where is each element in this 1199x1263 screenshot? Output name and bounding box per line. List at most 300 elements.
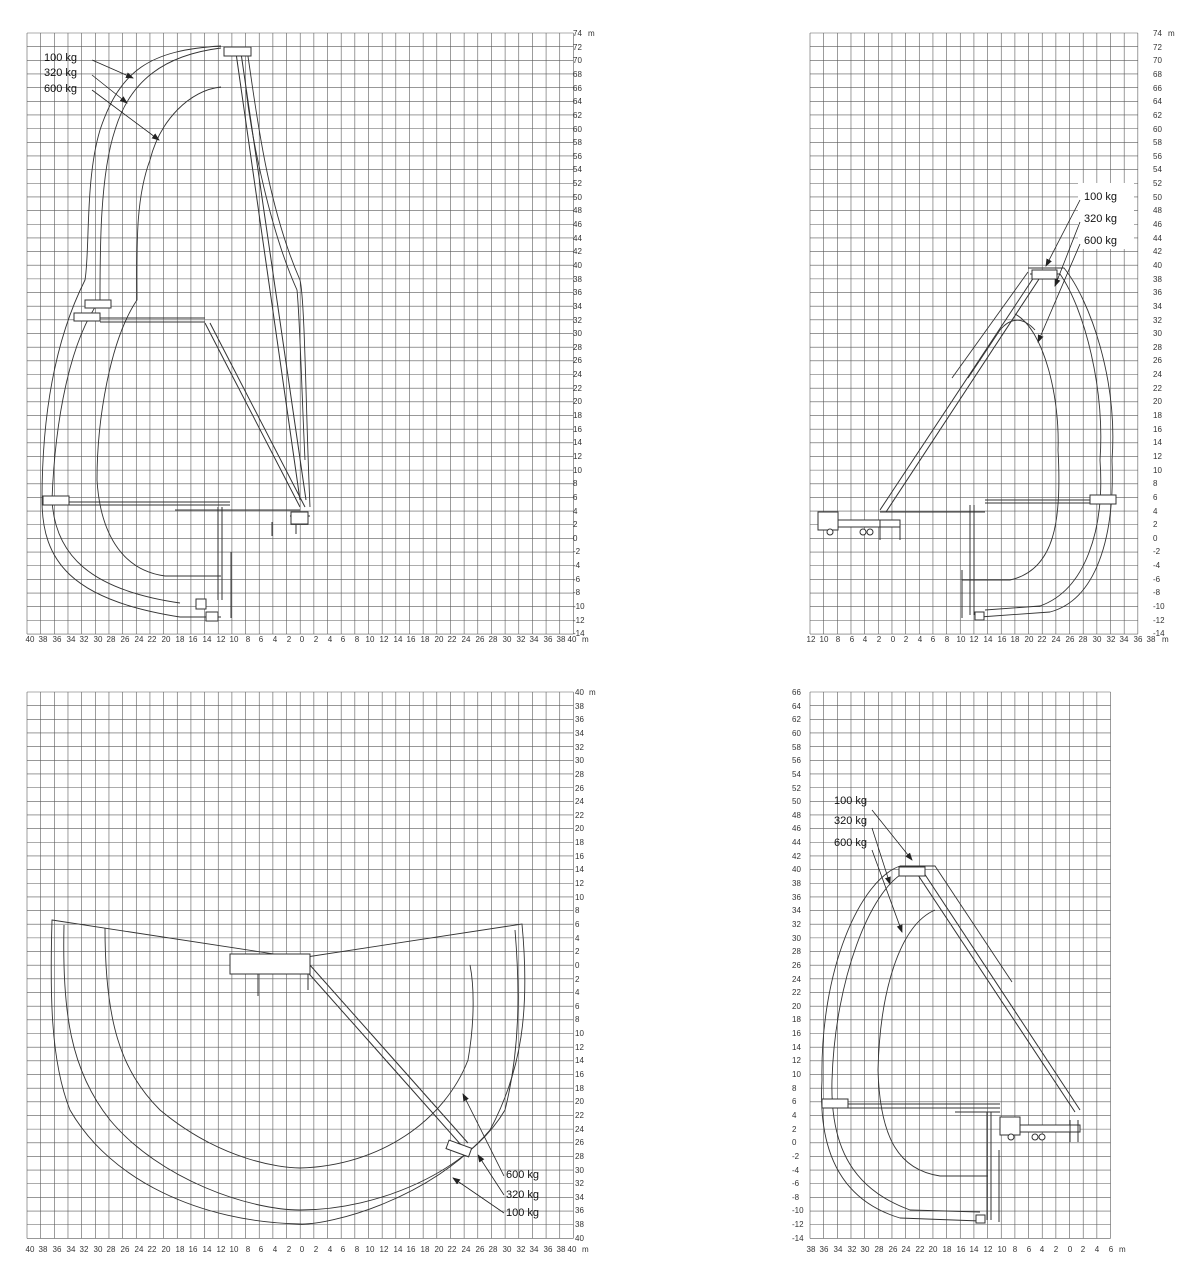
y-tick-label: -10 bbox=[792, 1206, 804, 1215]
x-tick-label: 34 bbox=[833, 1245, 843, 1254]
x-tick-label: 20 bbox=[1024, 635, 1034, 644]
y-tick-label: -6 bbox=[792, 1179, 800, 1188]
x-tick-label: 18 bbox=[942, 1245, 952, 1254]
x-tick-label: 4 bbox=[917, 635, 923, 644]
load-pointer bbox=[92, 60, 133, 78]
x-tick-label: 40 bbox=[567, 1245, 577, 1254]
x-tick-label: 12 bbox=[983, 1245, 993, 1254]
x-tick-label: 26 bbox=[475, 1245, 485, 1254]
y-axis-labels bbox=[1153, 29, 1175, 638]
y-tick-label: 36 bbox=[575, 715, 584, 724]
y-tick-label: 44 bbox=[792, 838, 801, 847]
load-label: 600 kg bbox=[1084, 235, 1118, 247]
x-tick-label: 2 bbox=[313, 1245, 319, 1254]
x-axis-labels bbox=[26, 635, 589, 644]
x-tick-label: 14 bbox=[983, 635, 993, 644]
x-tick-label: 24 bbox=[461, 1245, 471, 1254]
y-tick-label: -14 bbox=[1153, 629, 1165, 638]
x-tick-label: 0 bbox=[299, 1245, 305, 1254]
y-tick-label: 40 bbox=[792, 865, 801, 874]
y-tick-label: 24 bbox=[573, 370, 582, 379]
x-tick-label: 14 bbox=[969, 1245, 979, 1254]
y-tick-label: 0 bbox=[575, 961, 580, 970]
y-tick-label: -10 bbox=[1153, 602, 1165, 611]
load-label: 600 kg bbox=[834, 837, 868, 849]
x-tick-label: 8 bbox=[944, 635, 950, 644]
turret bbox=[291, 512, 308, 524]
x-tick-label: 16 bbox=[406, 1245, 416, 1254]
load-label: 320 kg bbox=[506, 1189, 540, 1201]
x-tick-label: 10 bbox=[229, 635, 239, 644]
x-tick-label: 6 bbox=[258, 635, 264, 644]
y-tick-label: 66 bbox=[1153, 84, 1162, 93]
x-tick-label: 6 bbox=[1026, 1245, 1032, 1254]
y-tick-label: 26 bbox=[1153, 356, 1162, 365]
y-tick-label: 12 bbox=[792, 1056, 801, 1065]
x-tick-label: 38 bbox=[806, 1245, 816, 1254]
y-tick-label: 70 bbox=[573, 56, 582, 65]
y-tick-label: 28 bbox=[575, 770, 584, 779]
x-tick-label: 12 bbox=[216, 1245, 226, 1254]
y-tick-label: -2 bbox=[1153, 547, 1161, 556]
y-tick-label: 4 bbox=[792, 1111, 797, 1120]
y-tick-label: 10 bbox=[575, 893, 584, 902]
y-tick-label: 54 bbox=[1153, 165, 1162, 174]
y-tick-label: 10 bbox=[573, 466, 582, 475]
load-pointer bbox=[478, 1155, 504, 1195]
y-tick-label: 44 bbox=[573, 234, 582, 243]
working-envelopes bbox=[42, 46, 310, 617]
working-envelopes bbox=[822, 866, 1012, 1221]
boom-machine bbox=[818, 270, 1116, 620]
x-tick-label: 32 bbox=[1106, 635, 1116, 644]
y-tick-label: -4 bbox=[1153, 561, 1161, 570]
y-tick-label: 50 bbox=[573, 193, 582, 202]
panel-side-view-left bbox=[26, 29, 595, 644]
y-tick-label: 24 bbox=[792, 975, 801, 984]
x-tick-label: 36 bbox=[819, 1245, 829, 1254]
y-tick-label: 26 bbox=[575, 1138, 584, 1147]
x-tick-label: 22 bbox=[147, 1245, 157, 1254]
y-tick-label: 42 bbox=[573, 247, 582, 256]
boom-drop-section bbox=[218, 507, 231, 618]
y-tick-label: 32 bbox=[1153, 316, 1162, 325]
y-tick-label: 18 bbox=[1153, 411, 1162, 420]
y-tick-label: 40 bbox=[575, 1234, 584, 1243]
x-tick-label: 6 bbox=[340, 635, 346, 644]
y-tick-label: 38 bbox=[1153, 275, 1162, 284]
y-tick-label: 62 bbox=[1153, 111, 1162, 120]
x-tick-label: 12 bbox=[216, 635, 226, 644]
x-tick-label: 26 bbox=[1065, 635, 1075, 644]
y-tick-label: 20 bbox=[575, 1097, 584, 1106]
x-tick-label: 18 bbox=[175, 635, 185, 644]
x-tick-label: 24 bbox=[1051, 635, 1061, 644]
y-tick-label: 56 bbox=[792, 756, 801, 765]
load-label: 600 kg bbox=[44, 83, 78, 95]
x-tick-label: 32 bbox=[516, 635, 526, 644]
y-tick-label: 16 bbox=[573, 425, 582, 434]
y-tick-label: 4 bbox=[573, 507, 578, 516]
x-unit-label: m bbox=[582, 1245, 589, 1254]
boom-diagonal-section bbox=[916, 870, 1080, 1112]
y-tick-label: 16 bbox=[792, 1029, 801, 1038]
y-tick-label: -10 bbox=[573, 602, 585, 611]
envelope-600kg bbox=[97, 87, 221, 576]
x-tick-label: 4 bbox=[1094, 1245, 1100, 1254]
y-tick-label: 20 bbox=[573, 397, 582, 406]
x-tick-label: 26 bbox=[475, 635, 485, 644]
x-tick-label: 20 bbox=[434, 635, 444, 644]
x-tick-label: 30 bbox=[502, 635, 512, 644]
y-tick-label: -14 bbox=[792, 1234, 804, 1243]
y-tick-label: 8 bbox=[575, 1015, 580, 1024]
x-unit-label: m bbox=[1119, 1245, 1126, 1254]
outer-reach-curve bbox=[952, 272, 1035, 378]
y-tick-label: 12 bbox=[575, 1043, 584, 1052]
y-tick-label: 14 bbox=[575, 1056, 584, 1065]
y-tick-label: 16 bbox=[575, 1070, 584, 1079]
y-tick-label: 50 bbox=[792, 797, 801, 806]
y-tick-label: 30 bbox=[792, 934, 801, 943]
y-tick-label: 14 bbox=[575, 865, 584, 874]
x-tick-label: 34 bbox=[529, 1245, 539, 1254]
x-tick-label: 14 bbox=[202, 1245, 212, 1254]
x-tick-label: 6 bbox=[340, 1245, 346, 1254]
boom-horizontal-section bbox=[848, 1104, 1000, 1112]
boom-slewed-section bbox=[295, 955, 468, 1146]
y-tick-label: 22 bbox=[1153, 384, 1162, 393]
x-tick-label: 36 bbox=[52, 1245, 62, 1254]
y-tick-label: 72 bbox=[1153, 43, 1162, 52]
y-tick-label: 0 bbox=[1153, 534, 1158, 543]
x-tick-label: 14 bbox=[393, 635, 403, 644]
y-tick-label: 0 bbox=[792, 1138, 797, 1147]
x-tick-label: 32 bbox=[79, 1245, 89, 1254]
x-tick-label: 28 bbox=[106, 1245, 116, 1254]
x-tick-label: 22 bbox=[1037, 635, 1047, 644]
y-tick-label: -6 bbox=[573, 575, 581, 584]
x-tick-label: 36 bbox=[52, 635, 62, 644]
y-tick-label: 6 bbox=[575, 920, 580, 929]
y-tick-label: 8 bbox=[575, 906, 580, 915]
y-tick-label: 52 bbox=[1153, 179, 1162, 188]
y-tick-label: -2 bbox=[792, 1152, 800, 1161]
load-pointer bbox=[1055, 222, 1080, 286]
x-tick-label: 40 bbox=[25, 635, 35, 644]
y-tick-label: 16 bbox=[575, 852, 584, 861]
y-tick-label: 40 bbox=[1153, 261, 1162, 270]
load-legend bbox=[834, 795, 912, 932]
x-tick-label: 18 bbox=[175, 1245, 185, 1254]
x-tick-label: 20 bbox=[434, 1245, 444, 1254]
y-tick-label: 48 bbox=[573, 206, 582, 215]
x-tick-label: 16 bbox=[956, 1245, 966, 1254]
y-tick-label: 42 bbox=[1153, 247, 1162, 256]
y-tick-label: 14 bbox=[573, 438, 582, 447]
x-tick-label: 32 bbox=[79, 635, 89, 644]
y-tick-label: 60 bbox=[792, 729, 801, 738]
y-tick-label: -4 bbox=[573, 561, 581, 570]
y-tick-label: 30 bbox=[575, 756, 584, 765]
x-tick-label: 6 bbox=[930, 635, 936, 644]
y-tick-label: 62 bbox=[792, 715, 801, 724]
y-tick-label: 32 bbox=[792, 920, 801, 929]
x-tick-label: 10 bbox=[956, 635, 966, 644]
x-tick-label: 0 bbox=[1067, 1245, 1073, 1254]
x-tick-label: 38 bbox=[38, 1245, 48, 1254]
y-tick-label: 60 bbox=[1153, 125, 1162, 134]
x-tick-label: 38 bbox=[38, 635, 48, 644]
load-label: 600 kg bbox=[506, 1169, 540, 1181]
y-tick-label: 72 bbox=[573, 43, 582, 52]
y-tick-label: 68 bbox=[1153, 70, 1162, 79]
x-tick-label: 4 bbox=[862, 635, 868, 644]
y-tick-label: 42 bbox=[792, 852, 801, 861]
y-tick-label: 26 bbox=[575, 784, 584, 793]
x-tick-label: 24 bbox=[134, 635, 144, 644]
x-tick-label: 4 bbox=[1039, 1245, 1045, 1254]
panel-side-view-short bbox=[792, 688, 1126, 1254]
y-tick-label: 74 bbox=[573, 29, 582, 38]
x-tick-label: 8 bbox=[1012, 1245, 1018, 1254]
x-tick-label: 10 bbox=[229, 1245, 239, 1254]
y-tick-label: 12 bbox=[1153, 452, 1162, 461]
x-tick-label: 28 bbox=[488, 1245, 498, 1254]
x-tick-label: 28 bbox=[1078, 635, 1088, 644]
x-tick-label: 14 bbox=[393, 1245, 403, 1254]
x-tick-label: 2 bbox=[876, 635, 882, 644]
y-tick-label: 48 bbox=[1153, 206, 1162, 215]
load-label: 100 kg bbox=[44, 52, 78, 64]
x-tick-label: 30 bbox=[93, 1245, 103, 1254]
y-tick-label: 24 bbox=[1153, 370, 1162, 379]
y-tick-label: -12 bbox=[1153, 616, 1165, 625]
x-tick-label: 28 bbox=[106, 635, 116, 644]
truck-chassis bbox=[818, 512, 900, 540]
x-tick-label: 28 bbox=[874, 1245, 884, 1254]
x-tick-label: 34 bbox=[1119, 635, 1129, 644]
y-tick-label: 70 bbox=[1153, 56, 1162, 65]
platform-basket-ground bbox=[822, 1099, 848, 1108]
y-tick-label: 38 bbox=[573, 275, 582, 284]
load-label: 320 kg bbox=[1084, 213, 1118, 225]
x-tick-label: 36 bbox=[543, 1245, 553, 1254]
x-tick-label: 18 bbox=[1010, 635, 1020, 644]
platform-basket-top bbox=[899, 867, 925, 876]
x-tick-label: 20 bbox=[161, 635, 171, 644]
x-tick-label: 10 bbox=[819, 635, 829, 644]
envelope-600kg bbox=[962, 314, 1059, 580]
y-tick-label: 36 bbox=[573, 288, 582, 297]
y-tick-label: 56 bbox=[573, 152, 582, 161]
y-tick-label: -4 bbox=[792, 1166, 800, 1175]
y-tick-label: 6 bbox=[573, 493, 578, 502]
y-tick-label: 20 bbox=[792, 1002, 801, 1011]
y-tick-label: 40 bbox=[573, 261, 582, 270]
x-tick-label: 26 bbox=[120, 635, 130, 644]
outer-reach-curve bbox=[247, 50, 310, 507]
x-tick-label: 16 bbox=[997, 635, 1007, 644]
y-tick-label: 10 bbox=[792, 1070, 801, 1079]
y-tick-label: -8 bbox=[1153, 588, 1161, 597]
x-tick-label: 2 bbox=[1080, 1245, 1086, 1254]
y-tick-label: 28 bbox=[1153, 343, 1162, 352]
x-tick-label: 32 bbox=[847, 1245, 857, 1254]
y-tick-label: 22 bbox=[575, 811, 584, 820]
x-tick-label: 2 bbox=[313, 635, 319, 644]
y-tick-label: 2 bbox=[1153, 520, 1158, 529]
x-tick-label: 0 bbox=[299, 635, 305, 644]
y-tick-label: 16 bbox=[1153, 425, 1162, 434]
y-tick-label: 74 bbox=[1153, 29, 1162, 38]
y-tick-label: 64 bbox=[573, 97, 582, 106]
x-tick-label: 14 bbox=[202, 635, 212, 644]
x-tick-label: 30 bbox=[1092, 635, 1102, 644]
panel-top-view bbox=[26, 688, 596, 1254]
boom-machine bbox=[43, 47, 310, 621]
y-tick-label: 24 bbox=[575, 1125, 584, 1134]
y-tick-label: 58 bbox=[792, 743, 801, 752]
x-tick-label: 30 bbox=[93, 635, 103, 644]
y-tick-label: 4 bbox=[1153, 507, 1158, 516]
x-tick-label: 30 bbox=[860, 1245, 870, 1254]
x-tick-label: 24 bbox=[901, 1245, 911, 1254]
x-tick-label: 10 bbox=[365, 1245, 375, 1254]
y-tick-label: 62 bbox=[573, 111, 582, 120]
boom-machine bbox=[230, 954, 472, 1157]
x-tick-label: 12 bbox=[969, 635, 979, 644]
y-tick-label: 18 bbox=[575, 1084, 584, 1093]
x-tick-label: 0 bbox=[890, 635, 896, 644]
x-tick-label: 16 bbox=[188, 1245, 198, 1254]
y-tick-label: 20 bbox=[1153, 397, 1162, 406]
platform-basket-upper-mid bbox=[85, 300, 111, 308]
platform-basket-top bbox=[1032, 270, 1057, 279]
y-tick-label: 22 bbox=[575, 1111, 584, 1120]
platform-basket-bottom bbox=[976, 1215, 985, 1223]
y-tick-label: 66 bbox=[792, 688, 801, 697]
platform-basket-ground bbox=[43, 496, 69, 505]
y-tick-label: 66 bbox=[573, 84, 582, 93]
y-unit-label: m bbox=[588, 29, 595, 38]
y-tick-label: 68 bbox=[573, 70, 582, 79]
x-tick-label: 36 bbox=[1133, 635, 1143, 644]
x-tick-label: 6 bbox=[258, 1245, 264, 1254]
y-tick-label: 48 bbox=[792, 811, 801, 820]
x-tick-label: 8 bbox=[245, 635, 251, 644]
boom-horizontal-lower bbox=[60, 502, 300, 510]
y-tick-label: 36 bbox=[575, 1206, 584, 1215]
x-tick-label: 34 bbox=[66, 1245, 76, 1254]
y-tick-label: -12 bbox=[573, 616, 585, 625]
y-tick-label: 34 bbox=[575, 1193, 584, 1202]
y-tick-label: 30 bbox=[573, 329, 582, 338]
chart-grid bbox=[810, 692, 1111, 1238]
y-tick-label: 60 bbox=[573, 125, 582, 134]
y-tick-label: 8 bbox=[1153, 479, 1158, 488]
y-tick-label: 32 bbox=[573, 316, 582, 325]
boom-diagonal-section bbox=[205, 323, 305, 507]
y-tick-label: 46 bbox=[573, 220, 582, 229]
y-tick-label: 28 bbox=[792, 947, 801, 956]
y-tick-label: 38 bbox=[792, 879, 801, 888]
y-tick-label: 2 bbox=[575, 947, 580, 956]
x-tick-label: 12 bbox=[379, 635, 389, 644]
x-tick-label: 34 bbox=[529, 635, 539, 644]
y-tick-label: 6 bbox=[1153, 493, 1158, 502]
x-tick-label: 32 bbox=[516, 1245, 526, 1254]
y-tick-label: 10 bbox=[1153, 466, 1162, 475]
x-tick-label: 2 bbox=[286, 1245, 292, 1254]
x-tick-label: 30 bbox=[502, 1245, 512, 1254]
x-tick-label: 28 bbox=[488, 635, 498, 644]
platform-basket-bottom bbox=[196, 599, 206, 609]
y-tick-label: -12 bbox=[792, 1220, 804, 1229]
y-tick-label: 54 bbox=[573, 165, 582, 174]
y-unit-label: m bbox=[589, 688, 596, 697]
x-tick-label: 16 bbox=[406, 635, 416, 644]
x-tick-label: 38 bbox=[1146, 635, 1156, 644]
x-tick-label: 26 bbox=[888, 1245, 898, 1254]
panel-side-view-right bbox=[807, 29, 1175, 644]
x-unit-label: m bbox=[582, 635, 589, 644]
boom-machine bbox=[822, 867, 1080, 1223]
envelope-100kg bbox=[42, 46, 221, 617]
load-pointer bbox=[92, 75, 127, 103]
y-tick-label: 50 bbox=[1153, 193, 1162, 202]
x-tick-label: 6 bbox=[1108, 1245, 1114, 1254]
x-tick-label: 22 bbox=[147, 635, 157, 644]
y-tick-label: 58 bbox=[573, 138, 582, 147]
y-tick-label: 52 bbox=[792, 784, 801, 793]
y-tick-label: 8 bbox=[573, 479, 578, 488]
x-tick-label: 22 bbox=[447, 635, 457, 644]
x-tick-label: 6 bbox=[849, 635, 855, 644]
x-tick-label: 10 bbox=[997, 1245, 1007, 1254]
y-tick-label: 18 bbox=[792, 1015, 801, 1024]
y-tick-label: 44 bbox=[1153, 234, 1162, 243]
y-tick-label: 54 bbox=[792, 770, 801, 779]
y-tick-label: 8 bbox=[792, 1084, 797, 1093]
x-tick-label: 24 bbox=[134, 1245, 144, 1254]
x-tick-label: 38 bbox=[556, 635, 566, 644]
y-tick-label: 36 bbox=[1153, 288, 1162, 297]
y-tick-label: 34 bbox=[575, 729, 584, 738]
load-pointer bbox=[1038, 244, 1080, 342]
y-tick-label: 0 bbox=[573, 534, 578, 543]
y-tick-label: 10 bbox=[575, 1029, 584, 1038]
x-tick-label: 2 bbox=[286, 635, 292, 644]
y-tick-label: 64 bbox=[792, 702, 801, 711]
x-tick-label: 8 bbox=[354, 635, 360, 644]
x-tick-label: 22 bbox=[447, 1245, 457, 1254]
x-tick-label: 18 bbox=[420, 1245, 430, 1254]
y-tick-label: 2 bbox=[573, 520, 578, 529]
x-tick-label: 10 bbox=[365, 635, 375, 644]
y-tick-label: 12 bbox=[573, 452, 582, 461]
y-tick-label: 46 bbox=[792, 824, 801, 833]
x-tick-label: 2 bbox=[903, 635, 909, 644]
x-tick-label: 38 bbox=[556, 1245, 566, 1254]
y-axis-labels bbox=[792, 688, 804, 1243]
y-tick-label: 6 bbox=[792, 1097, 797, 1106]
y-tick-label: 64 bbox=[1153, 97, 1162, 106]
y-tick-label: 40 bbox=[575, 688, 584, 697]
y-tick-label: 2 bbox=[575, 975, 580, 984]
x-tick-label: 22 bbox=[915, 1245, 925, 1254]
y-tick-label: 12 bbox=[575, 879, 584, 888]
